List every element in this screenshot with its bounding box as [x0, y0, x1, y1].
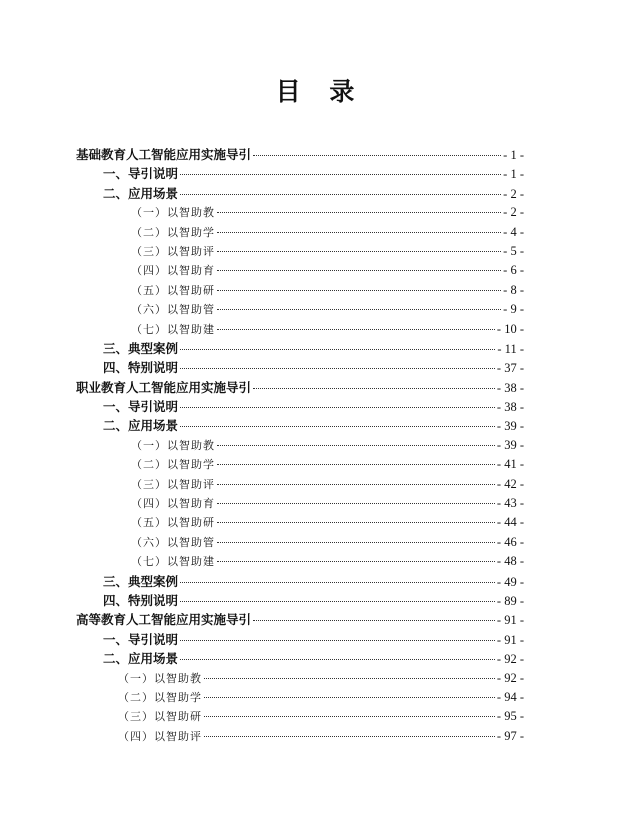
toc-entry-label: 一、导引说明	[103, 166, 179, 182]
toc-entry[interactable]	[76, 475, 524, 494]
toc-entry[interactable]	[76, 533, 524, 552]
toc-entry-page-number: - 4 -	[503, 224, 524, 239]
toc-entry[interactable]	[76, 436, 524, 455]
dot-leader	[217, 464, 495, 465]
toc-entry[interactable]	[76, 184, 524, 203]
dot-leader	[180, 368, 495, 369]
toc-entry[interactable]	[76, 223, 524, 242]
toc-entry[interactable]	[76, 455, 524, 474]
toc-entry-page-number: - 38 -	[496, 380, 524, 395]
dot-leader	[180, 349, 495, 350]
toc-entry-page-number: - 89 -	[496, 593, 524, 608]
toc-entry-label: （四）以智助评	[118, 729, 202, 743]
toc-entry-label: （四）以智助育	[131, 497, 215, 511]
toc-entry-page-number: - 5 -	[503, 243, 524, 258]
toc-entry[interactable]	[76, 261, 524, 280]
dot-leader	[217, 290, 501, 291]
dot-leader	[217, 232, 501, 233]
toc-entry-page-number: - 95 -	[496, 709, 524, 724]
toc-entry-label: 高等教育人工智能应用实施导引	[76, 612, 252, 628]
toc-entry-page-number: - 10 -	[496, 321, 524, 336]
toc-entry-page-number: - 48 -	[496, 554, 524, 569]
dot-leader	[217, 329, 495, 330]
dot-leader	[253, 620, 495, 621]
toc-entry-page-number: - 49 -	[496, 574, 524, 589]
toc-entry-page-number: - 91 -	[496, 632, 524, 647]
toc-entry-page-number: - 11 -	[497, 341, 524, 356]
toc-entry-label: 二、应用场景	[103, 651, 179, 667]
toc-entry[interactable]	[76, 164, 524, 183]
toc-entry-label: （一）以智助教	[118, 671, 202, 685]
toc-entry-label: （三）以智助评	[131, 244, 215, 258]
dot-leader	[217, 251, 501, 252]
toc-entry-page-number: - 1 -	[503, 148, 524, 162]
toc-entry-page-number: - 37 -	[496, 361, 524, 376]
toc-entry[interactable]	[76, 649, 524, 668]
dot-leader	[217, 309, 501, 310]
toc-entry-page-number: - 43 -	[496, 496, 524, 511]
toc-entry-label: 四、特别说明	[103, 360, 179, 376]
dot-leader	[217, 484, 495, 485]
table-of-contents	[76, 145, 524, 746]
toc-entry-page-number: - 39 -	[496, 419, 524, 434]
toc-entry[interactable]	[76, 242, 524, 261]
toc-entry-label: （七）以智助建	[131, 322, 215, 336]
toc-entry[interactable]	[76, 397, 524, 416]
toc-entry-label: 四、特别说明	[103, 592, 179, 608]
toc-entry-page-number: - 92 -	[496, 652, 524, 667]
page-title: 目 录	[275, 77, 365, 106]
dot-leader	[180, 601, 495, 602]
dot-leader	[217, 503, 495, 504]
dot-leader	[180, 194, 501, 195]
dot-leader	[253, 388, 495, 389]
toc-entry-page-number: - 44 -	[496, 515, 524, 530]
dot-leader	[217, 542, 495, 543]
toc-entry-label: （一）以智助教	[131, 438, 215, 452]
toc-entry[interactable]	[76, 572, 524, 591]
toc-entry-page-number: - 97 -	[496, 728, 524, 743]
dot-leader	[180, 582, 495, 583]
dot-leader	[204, 716, 495, 717]
toc-entry-page-number: - 41 -	[496, 457, 524, 472]
toc-entry-page-number: - 9 -	[503, 302, 524, 317]
toc-entry[interactable]	[76, 707, 524, 726]
toc-entry-page-number: - 39 -	[496, 437, 524, 452]
toc-entry[interactable]	[76, 145, 524, 164]
dot-leader	[204, 678, 495, 679]
toc-entry[interactable]	[76, 727, 524, 746]
toc-entry-label: （四）以智助育	[131, 264, 215, 278]
toc-entry-label: 职业教育人工智能应用实施导引	[76, 379, 252, 395]
toc-entry-label: （三）以智助评	[131, 477, 215, 491]
toc-entry-page-number: - 6 -	[503, 263, 524, 278]
dot-leader	[204, 697, 495, 698]
dot-leader	[204, 736, 495, 737]
toc-entry-label: 三、典型案例	[103, 573, 179, 589]
toc-entry[interactable]	[76, 320, 524, 339]
toc-entry[interactable]	[76, 630, 524, 649]
toc-entry-label: （三）以智助研	[118, 710, 202, 724]
toc-entry[interactable]	[76, 339, 524, 358]
toc-entry-label: （六）以智助管	[131, 535, 215, 549]
toc-entry-label: 二、应用场景	[103, 418, 179, 434]
toc-entry[interactable]	[76, 494, 524, 513]
toc-entry-label: 一、导引说明	[103, 399, 179, 415]
dot-leader	[180, 640, 495, 641]
dot-leader	[217, 270, 501, 271]
toc-entry[interactable]	[76, 591, 524, 610]
toc-entry[interactable]	[76, 358, 524, 377]
toc-entry-label: （二）以智助学	[118, 690, 202, 704]
toc-entry-label: 三、典型案例	[103, 340, 179, 356]
dot-leader	[180, 174, 501, 175]
dot-leader	[217, 445, 495, 446]
toc-entry-page-number: - 8 -	[503, 282, 524, 297]
toc-entry[interactable]	[76, 281, 524, 300]
dot-leader	[253, 155, 501, 156]
toc-entry-label: 基础教育人工智能应用实施导引	[76, 147, 252, 162]
toc-entry[interactable]	[76, 552, 524, 571]
toc-entry-page-number: - 91 -	[496, 613, 524, 628]
toc-entry[interactable]	[76, 669, 524, 688]
toc-entry[interactable]	[76, 416, 524, 435]
toc-entry-page-number: - 46 -	[496, 534, 524, 549]
toc-entry-label: 二、应用场景	[103, 185, 179, 201]
toc-entry[interactable]	[76, 610, 524, 629]
dot-leader	[217, 522, 495, 523]
toc-entry-label: （二）以智助学	[131, 458, 215, 472]
toc-entry-label: （六）以智助管	[131, 303, 215, 317]
toc-entry[interactable]	[76, 203, 524, 222]
toc-entry-label: 一、导引说明	[103, 631, 179, 647]
toc-entry-page-number: - 2 -	[503, 205, 524, 220]
toc-entry-page-number: - 1 -	[503, 167, 524, 182]
toc-entry-page-number: - 38 -	[496, 400, 524, 415]
toc-entry-label: （二）以智助学	[131, 225, 215, 239]
toc-entry[interactable]	[76, 378, 524, 397]
toc-entry[interactable]	[76, 513, 524, 532]
dot-leader	[217, 561, 495, 562]
toc-entry[interactable]	[76, 300, 524, 319]
toc-entry-page-number: - 42 -	[496, 476, 524, 491]
dot-leader	[217, 212, 501, 213]
toc-entry-page-number: - 92 -	[496, 670, 524, 685]
toc-entry-label: （七）以智助建	[131, 555, 215, 569]
dot-leader	[180, 407, 495, 408]
toc-entry-page-number: - 2 -	[503, 186, 524, 201]
dot-leader	[180, 659, 495, 660]
dot-leader	[180, 426, 495, 427]
toc-entry-label: （五）以智助研	[131, 283, 215, 297]
toc-entry-label: （一）以智助教	[131, 206, 215, 220]
toc-entry[interactable]	[76, 688, 524, 707]
toc-entry-page-number: - 94 -	[496, 689, 524, 704]
toc-entry-label: （五）以智助研	[131, 516, 215, 530]
